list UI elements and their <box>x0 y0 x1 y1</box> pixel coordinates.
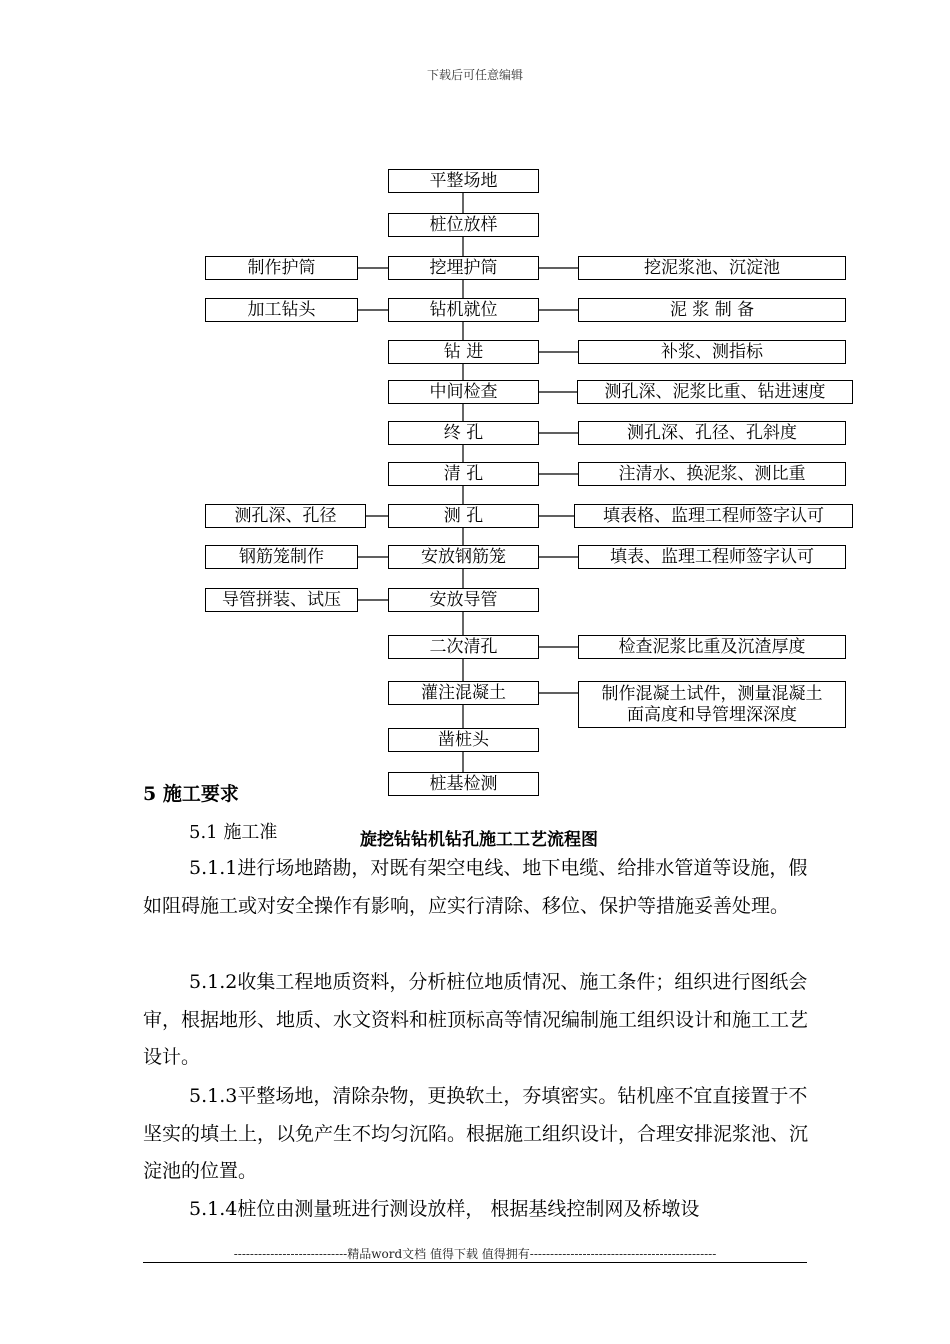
step-intermediate-check: 中间检查 <box>388 380 539 404</box>
right-concrete-samples-measure <box>578 681 846 728</box>
paragraph-5-1-2: 5.1.2收集工程地质资料，分析桩位地质情况、施工条件；组织进行图纸会审，根据地形、地质、水文资料和桩顶标高等情况编制施工组织设计和施工工艺设计。 <box>143 971 809 1068</box>
right-fill-table-supervisor-sign: 填表、监理工程师签字认可 <box>578 545 846 569</box>
left-make-casing: 制作护筒 <box>205 256 358 280</box>
step-chisel-pile-head: 凿桩头 <box>388 728 539 752</box>
step-second-clean: 二次清孔 <box>388 635 539 659</box>
right-measure-depth-diameter-slope: 测孔深、孔径、孔斜度 <box>578 421 846 445</box>
step-final-hole: 终 孔 <box>388 421 539 445</box>
right-measure-depth-gravity-speed: 测孔深、泥浆比重、钻进速度 <box>577 380 853 404</box>
right-concrete-line-2: 面高度和导管埋深深度 <box>627 704 797 725</box>
right-dig-mud-pits: 挖泥浆池、沉淀池 <box>578 256 846 280</box>
step-bury-casing: 挖埋护筒 <box>388 256 539 280</box>
right-prepare-mud: 泥 浆 制 备 <box>578 298 846 322</box>
footer-divider <box>143 1262 807 1263</box>
step-level-site: 平整场地 <box>388 169 539 193</box>
step-drilling: 钻 进 <box>388 340 539 364</box>
step-pile-layout: 桩位放样 <box>388 213 539 237</box>
left-make-drill-bit: 加工钻头 <box>205 298 358 322</box>
paragraph-5-1-4: 5.1.4桩位由测量班进行测设放样， 根据基线控制网及桥墩设 <box>189 1198 700 1220</box>
flowchart-title: 旋挖钻钻机钻孔施工工艺流程图 <box>360 830 598 850</box>
subsection-title: 5.1 施工准 <box>189 822 278 843</box>
step-pile-testing: 桩基检测 <box>388 772 539 796</box>
section-title: 5 施工要求 <box>143 783 239 805</box>
page-footer: ----------------------------精品word文档 值得下载 值得拥有---------------------------------------------- <box>233 1247 717 1261</box>
step-clean-hole: 清 孔 <box>388 462 539 486</box>
right-add-mud-measure: 补浆、测指标 <box>578 340 846 364</box>
step-measure-hole: 测 孔 <box>388 504 539 528</box>
left-measure-depth-diameter: 测孔深、孔径 <box>205 504 366 528</box>
step-rig-positioning: 钻机就位 <box>388 298 539 322</box>
left-tremie-assembly-test: 导管拼装、试压 <box>205 588 358 612</box>
left-make-rebar-cage: 钢筋笼制作 <box>205 545 358 569</box>
paragraph-5-1-1: 5.1.1进行场地踏勘，对既有架空电线、地下电缆、给排水管道等设施，假如阻碍施工或对安全操作有影响，应实行清除、移位、保护等措施妥善处理。 <box>143 857 808 917</box>
step-place-cage: 安放钢筋笼 <box>388 545 539 569</box>
paragraph-5-1-3: 5.1.3平整场地，清除杂物，更换软土，夯填密实。钻机座不宜直接置于不坚实的填土上，以免产生不均匀沉陷。根据施工组织设计，合理安排泥浆池、沉淀池的位置。 <box>143 1085 809 1182</box>
right-check-mud-sediment: 检查泥浆比重及沉渣厚度 <box>578 635 846 659</box>
step-pour-concrete: 灌注混凝土 <box>388 681 539 705</box>
page-header: 下载后可任意编辑 <box>426 68 523 82</box>
right-clean-water-replace-mud: 注清水、换泥浆、测比重 <box>578 462 846 486</box>
step-place-tremie: 安放导管 <box>388 588 539 612</box>
right-concrete-line-1: 制作混凝土试件，测量混凝土 <box>601 683 823 704</box>
right-fill-form-supervisor-sign: 填表格、监理工程师签字认可 <box>574 504 853 528</box>
